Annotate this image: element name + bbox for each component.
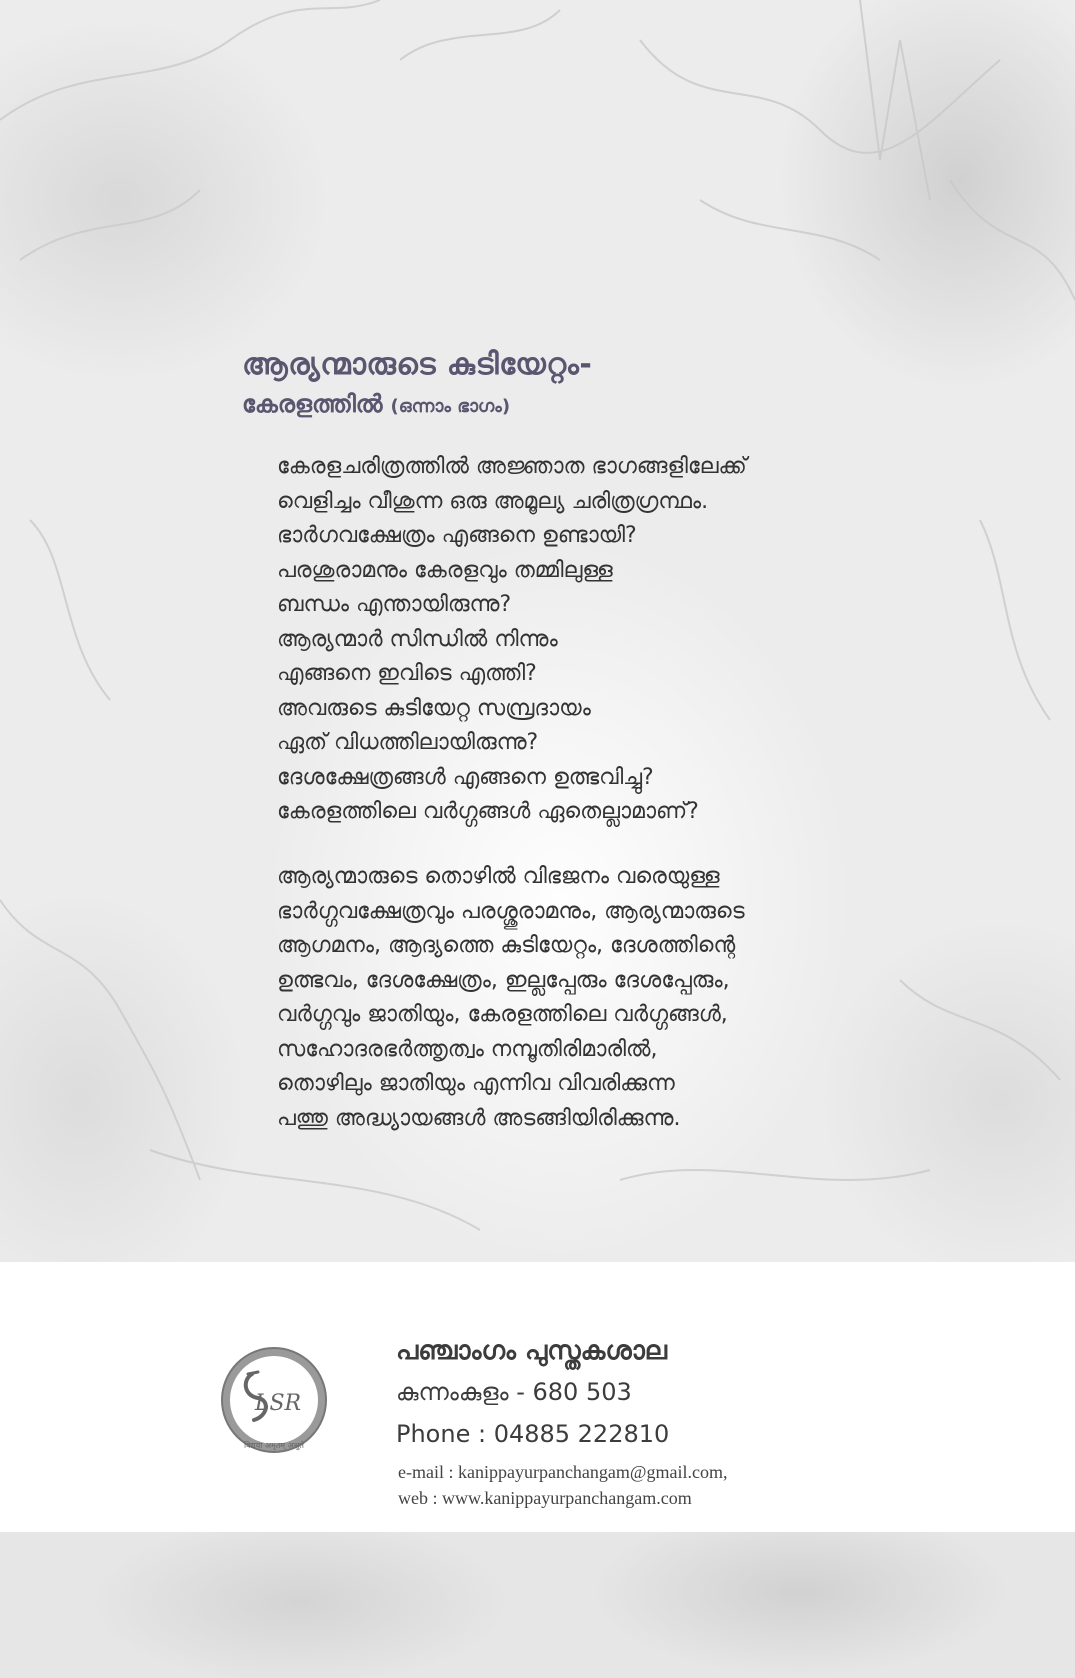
blurb-line: ദേശക്ഷേത്രങ്ങൾ എങ്ങനെ ഉത്ഭവിച്ചു?: [277, 764, 654, 790]
blurb-line: ബന്ധം എന്തായിരുന്നു?: [277, 592, 512, 617]
title-line-1: ആര്യന്മാരുടെ കുടിയേറ്റം-: [242, 347, 593, 382]
publisher-place: കുന്നംകുളം - 680 503: [396, 1378, 632, 1406]
blurb-paragraph-2: [277, 860, 745, 1136]
blurb-line: ആര്യന്മാരുടെ തൊഴിൽ വിഭജനം വരെയുള്ള: [277, 864, 720, 889]
blurb-line: ഏത് വിധത്തിലായിരുന്നു?: [277, 730, 539, 755]
blurb-line: ഭാർഗ്ഗവക്ഷേത്രവും പരശ്ശുരാമനും, ആര്യന്മാരുടെ: [277, 898, 745, 924]
blurb-line: പരശുരാമനും കേരളവും തമ്മിലുള്ള: [277, 557, 613, 583]
book-title: [242, 344, 592, 425]
blurb-paragraph-1: [277, 450, 747, 830]
title-line-2-text: കേരളത്തിൽ: [242, 390, 383, 418]
blurb-line: വെളിച്ചം വീശുന്ന ഒരു അമൂല്യ ചരിത്രഗ്രന്ഥം.: [277, 488, 709, 514]
swan-logo-icon: [218, 1344, 330, 1458]
publisher-phone: Phone : 04885 222810: [396, 1420, 670, 1448]
blurb-line: ആഗമനം, ആദ്യത്തെ കുടിയേറ്റം, ദേശത്തിന്റെ: [277, 933, 736, 958]
title-line-2: [242, 386, 592, 425]
title-part-label: (ഒന്നാം ഭാഗം): [390, 396, 511, 417]
publisher-web: web : www.kanippayurpanchangam.com: [398, 1488, 692, 1508]
logo-monogram: LSR: [254, 1391, 302, 1416]
blurb-line: പത്തു അദ്ധ്യായങ്ങൾ അടങ്ങിയിരിക്കുന്നു.: [277, 1105, 681, 1131]
blurb-line: സഹോദരഭർത്തൃത്വം നമ്പൂതിരിമാരിൽ,: [277, 1036, 658, 1062]
blurb-line: ഉത്ഭവം, ദേശക്ഷേത്രം, ഇല്ലപ്പേരും ദേശപ്പേരും,: [277, 967, 730, 993]
publisher-email: e-mail : kanippayurpanchangam@gmail.com,: [398, 1462, 728, 1482]
blurb-line: കേരളത്തിലെ വർഗ്ഗങ്ങൾ ഏതെല്ലാമാണ്?: [277, 799, 699, 824]
logo-motto: विद्यया अमृतम् अश्नुते: [244, 1441, 304, 1450]
blurb-line: കേരളചരിത്രത്തിൽ അജ്ഞാത ഭാഗങ്ങളിലേക്ക്: [277, 454, 747, 479]
blurb-line: അവരുടെ കുടിയേറ്റ സമ്പ്രദായം: [277, 695, 591, 721]
blurb-line: എങ്ങനെ ഇവിടെ എത്തി?: [277, 661, 537, 686]
blurb-line: വർഗ്ഗവും ജാതിയും, കേരളത്തിലെ വർഗ്ഗങ്ങൾ,: [277, 1002, 728, 1027]
blurb-line: തൊഴിലും ജാതിയും എന്നിവ വിവരിക്കുന്ന: [277, 1071, 675, 1096]
publisher-name: പഞ്ചാംഗം പുസ്തകശാല: [396, 1336, 667, 1366]
blurb-line: ഭാർഗവക്ഷേത്രം എങ്ങനെ ഉണ്ടായി?: [277, 523, 637, 548]
bottom-sketch-strip: [0, 1532, 1075, 1678]
blurb-line: ആര്യന്മാർ സിന്ധിൽ നിന്നും: [277, 626, 558, 652]
